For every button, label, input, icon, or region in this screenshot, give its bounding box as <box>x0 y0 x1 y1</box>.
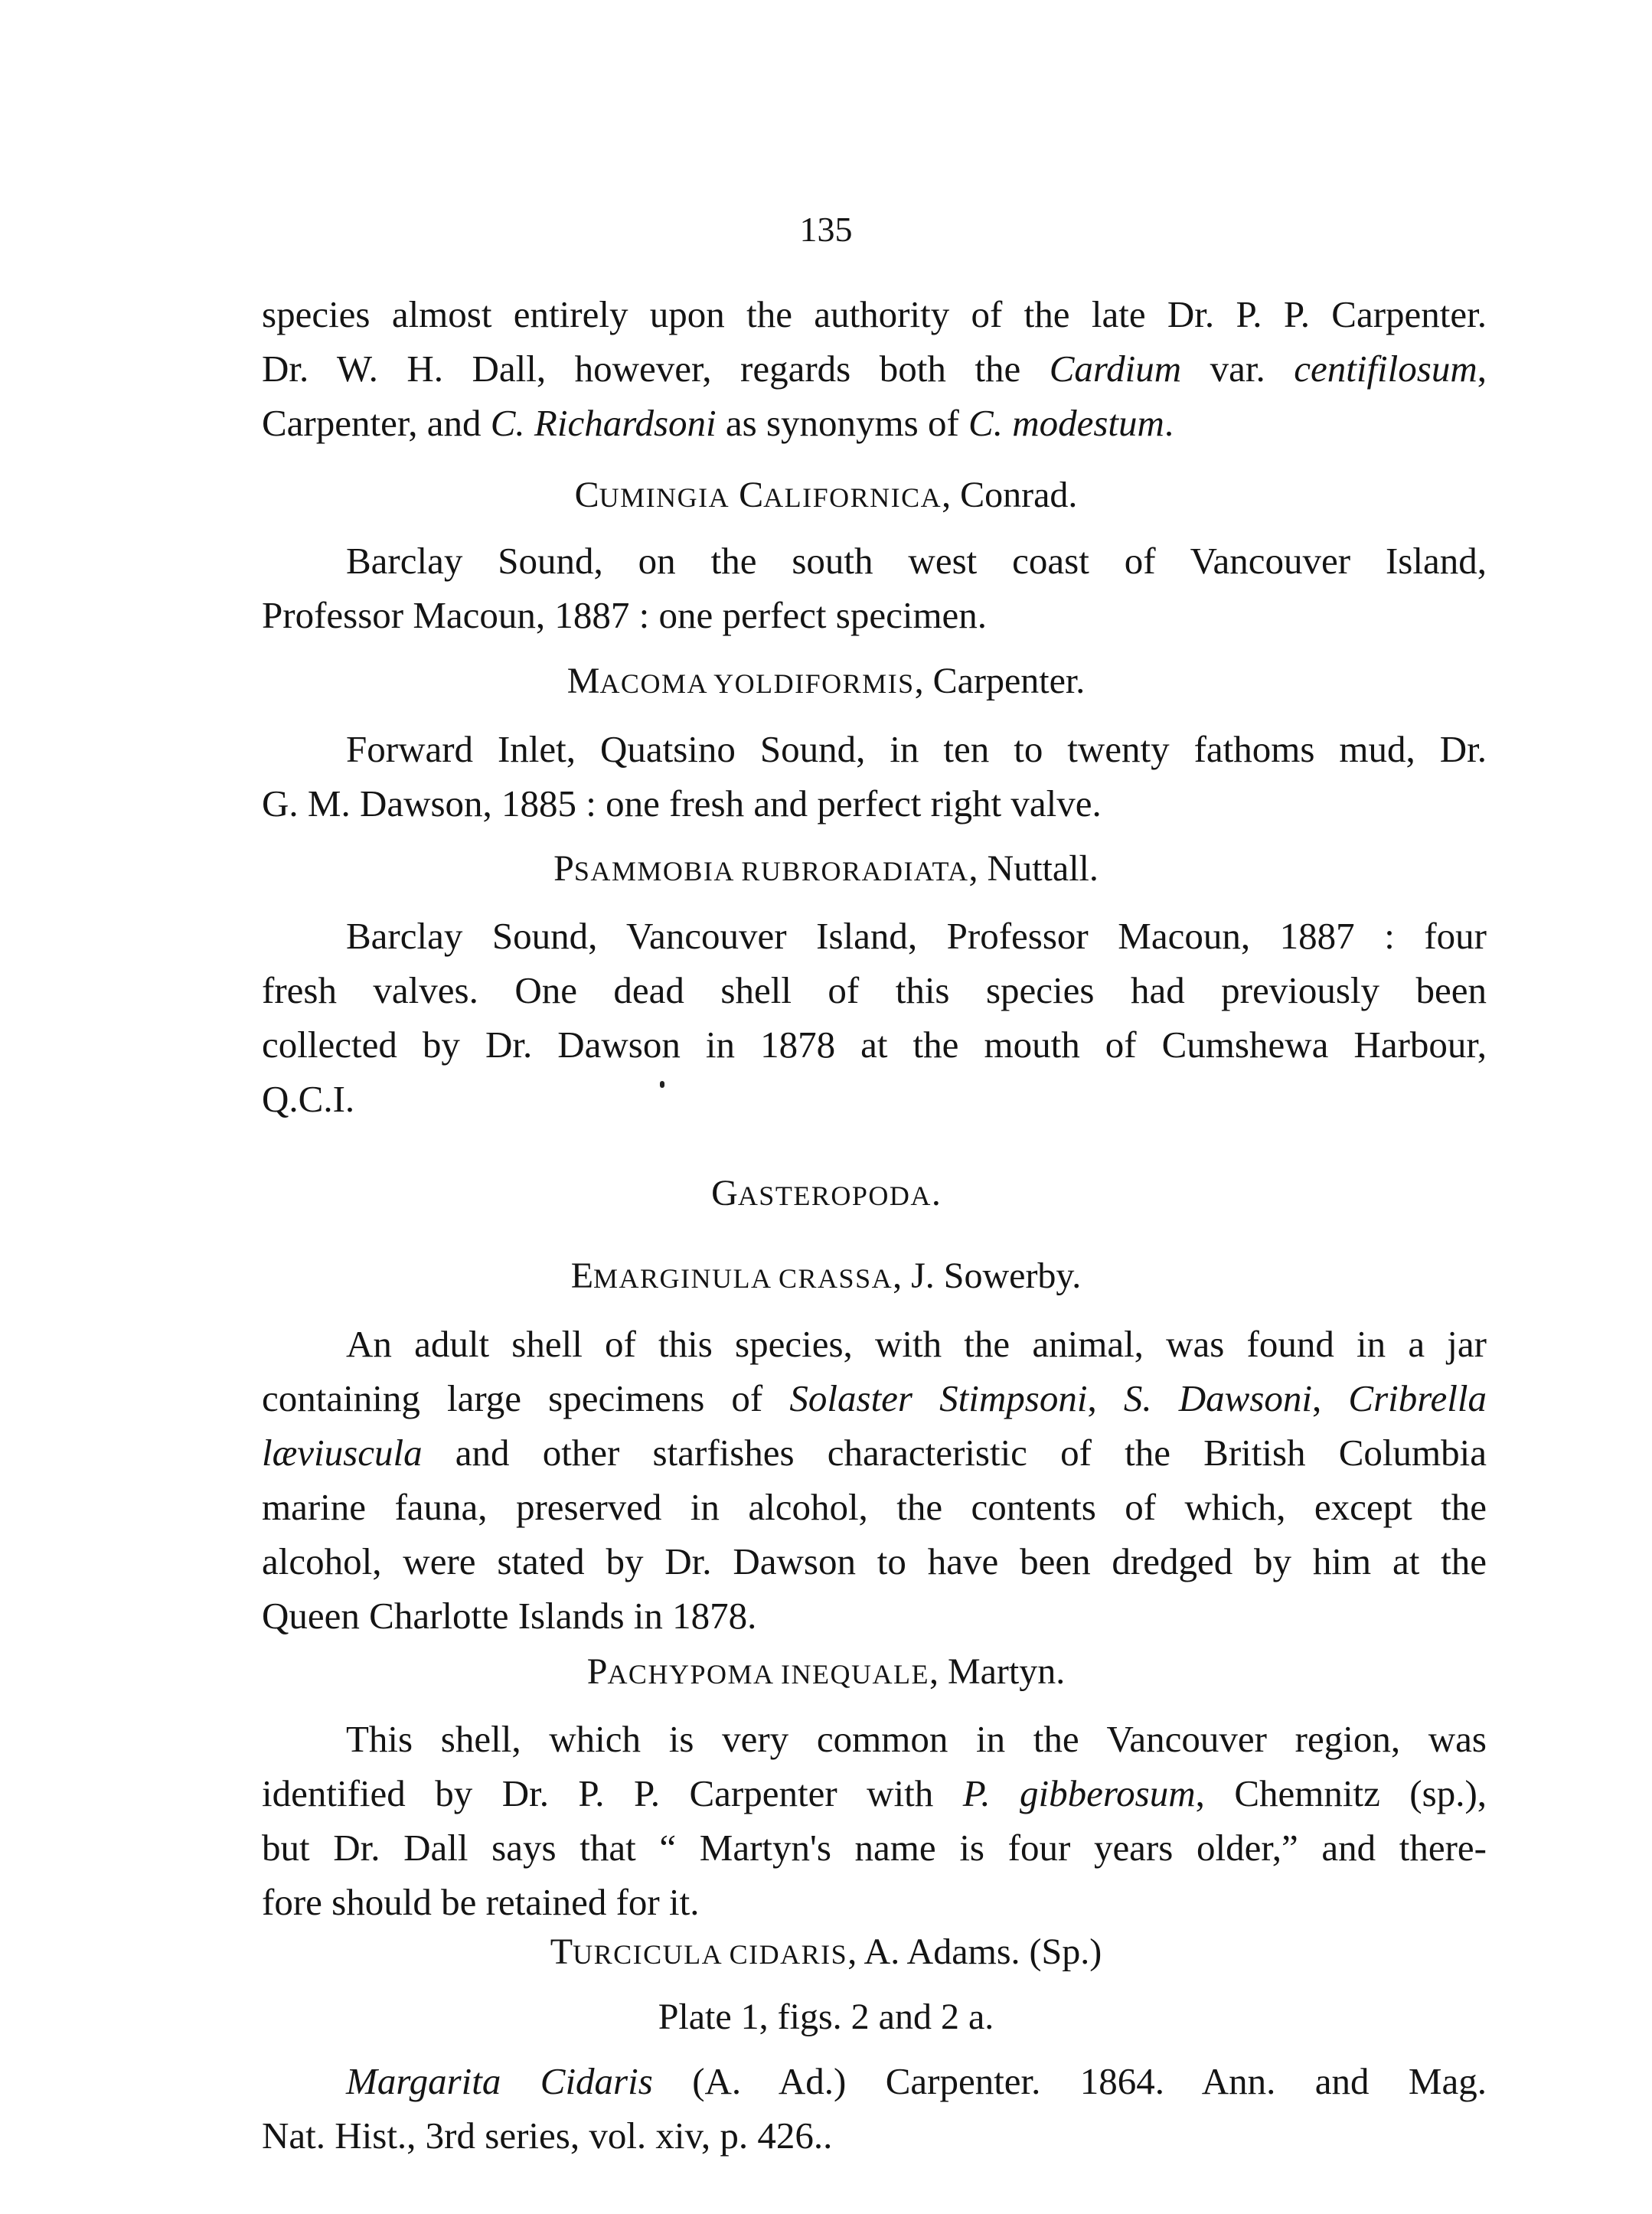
stray-ink-dot <box>660 1081 664 1088</box>
text-line: fore should be retained for it. <box>262 1881 700 1923</box>
text-line: Barclay Sound, Vancouver Island, Professor Macoun, 1887 : four <box>346 915 1487 957</box>
species-heading-psammobia-rubroradiata: PSAMMOBIA RUBRORADIATA, Nuttall. <box>553 848 1099 889</box>
species-heading-emarginula-crassa: EMARGINULA CRASSA, J. Sowerby. <box>570 1256 1082 1296</box>
paragraph-macoma <box>262 722 1487 831</box>
text-line: Queen Charlotte Islands in 1878. <box>262 1595 757 1637</box>
text-line: marine fauna, preserved in alcohol, the contents of which, except the <box>262 1486 1487 1528</box>
paragraph-pachypoma <box>262 1712 1487 1929</box>
text-line: Q.C.I. <box>262 1078 355 1120</box>
paragraph-carpenter-authority <box>262 287 1487 450</box>
text-line: Carpenter, and C. Richardsoni as synonyms of C. modestum. <box>262 402 1174 444</box>
page-number: 135 <box>799 210 853 249</box>
text-line: species almost entirely upon the authority of the late Dr. P. P. Carpenter. <box>262 293 1487 335</box>
text-line: læviuscula and other starfishes characteristic of the British Columbia <box>262 1432 1487 1474</box>
text-line: Forward Inlet, Quatsino Sound, in ten to twenty fathoms mud, Dr. <box>346 728 1487 770</box>
paragraph-cumingia <box>262 534 1487 642</box>
paragraph-emarginula <box>262 1317 1487 1643</box>
species-heading-cumingia-californica: CUMINGIA CALIFORNICA, Conrad. <box>574 475 1078 515</box>
species-heading-macoma-yoldiformis: MACOMA YOLDIFORMIS, Carpenter. <box>566 661 1086 701</box>
text-line: An adult shell of this species, with the animal, was found in a jar <box>346 1323 1487 1365</box>
text-line: identified by Dr. P. P. Carpenter with P. gibberosum, Chemnitz (sp.), <box>262 1772 1487 1814</box>
species-heading-turcicula-cidaris: TURCICULA CIDARIS, A. Adams. (Sp.) <box>550 1932 1102 1972</box>
section-heading-gasteropoda: GASTEROPODA. <box>711 1173 941 1213</box>
text-line: alcohol, were stated by Dr. Dawson to have been dredged by him at the <box>262 1540 1487 1582</box>
text-line: fresh valves. One dead shell of this species had previously been <box>262 969 1487 1011</box>
text-line: Margarita Cidaris (A. Ad.) Carpenter. 1864. Ann. and Mag. <box>346 2060 1487 2102</box>
text-line: but Dr. Dall says that “ Martyn's name is four years older,” and there- <box>262 1827 1487 1869</box>
text-line: Dr. W. H. Dall, however, regards both the Cardium var. centifilosum, <box>262 348 1487 390</box>
plate-reference: Plate 1, figs. 2 and 2 a. <box>658 1997 994 2037</box>
text-line: collected by Dr. Dawson in 1878 at the mouth of Cumshewa Harbour, <box>262 1024 1487 1066</box>
paragraph-margarita-citation <box>262 2054 1487 2163</box>
text-line: containing large specimens of Solaster Stimpsoni, S. Dawsoni, Cribrella <box>262 1377 1487 1419</box>
text-line: G. M. Dawson, 1885 : one fresh and perfect right valve. <box>262 782 1102 825</box>
text-line: Professor Macoun, 1887 : one perfect specimen. <box>262 594 988 636</box>
species-heading-pachypoma-inequale: PACHYPOMA INEQUALE, Martyn. <box>586 1651 1066 1692</box>
text-line: Nat. Hist., 3rd series, vol. xiv, p. 426.. <box>262 2114 833 2157</box>
paragraph-psammobia <box>262 909 1487 1126</box>
text-line: Barclay Sound, on the south west coast of Vancouver Island, <box>346 540 1487 582</box>
text-line: This shell, which is very common in the Vancouver region, was <box>346 1718 1487 1760</box>
